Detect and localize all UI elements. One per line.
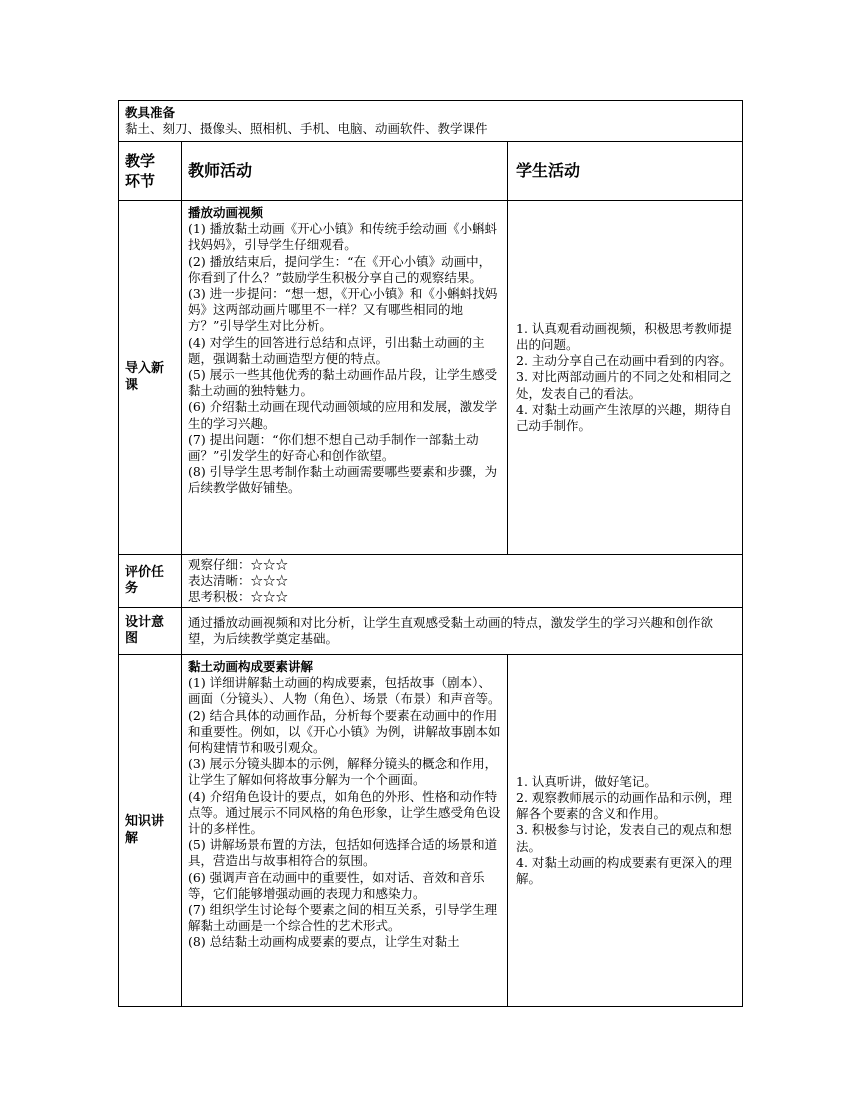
intro-stage-cell [119,201,182,555]
knowledge-stage-cell [119,655,182,1007]
knowledge-teacher-item: (7) 组织学生讨论每个要素之间的相互关系，引导学生理解黏土动画是一个综合性的艺术形式。 [188,902,498,934]
knowledge-teacher-item: (1) 详细讲解黏土动画的构成要素，包括故事（剧本）、画面（分镜头）、人物（角色）、场景（布景）和声音等。 [188,675,501,707]
header-stage-cell [119,142,182,201]
intro-teacher-item: (3) 进一步提问：“想一想，《开心小镇》和《小蝌蚪找妈妈》这两部动画片哪里不一样？又有哪些相同的地方？”引导学生对比分析。 [188,286,498,334]
knowledge-title: 黏土动画构成要素讲解 [188,659,314,674]
evaluation-stage-line1: 评价任 [125,564,165,580]
evaluation-item: 思考积极：☆☆☆ [188,589,289,605]
header-student: 学生活动 [508,142,743,201]
knowledge-student-cell [508,655,743,1007]
evaluation-item: 表达清晰：☆☆☆ [188,572,289,588]
intro-row [119,201,743,555]
intro-student-item: 2. 主动分享自己在动画中看到的内容。 [516,353,732,369]
design-stage-line1: 设计意 [125,614,165,630]
intro-student-item: 3. 对比两部动画片的不同之处和相同之处，发表自己的看法。 [516,369,732,401]
knowledge-student-item: 3. 积极参与讨论，发表自己的观点和想法。 [516,822,732,854]
evaluation-stage-line2: 务 [125,581,139,596]
knowledge-teacher-item: (4) 介绍角色设计的要点，如角色的外形、性格和动作特点等。通过展示不同风格的角色形象，让学生感受角色设计的多样性。 [188,788,501,837]
intro-title: 播放动画视频 [188,205,264,220]
evaluation-cell [182,555,743,608]
intro-teacher-item: (6) 介绍黏土动画在现代动画领域的应用和发展，激发学生的学习兴趣。 [188,399,498,431]
header-teacher: 教师活动 [182,142,508,201]
lesson-plan-table [118,100,743,1007]
knowledge-student-item: 2. 观察教师展示的动画作品和示例，理解各个要素的含义和作用。 [516,789,732,822]
header-row [119,142,743,201]
intro-student-item: 4. 对黏土动画产生浓厚的兴趣，期待自己动手制作。 [516,401,732,433]
equipment-cell [119,101,743,142]
intro-teacher-item: (2) 播放结束后，提问学生：“在《开心小镇》动画中，你看到了什么？”鼓励学生积极分享自己的观察结果。 [188,253,492,285]
evaluation-stage-cell [119,555,182,608]
knowledge-student-item: 1. 认真听讲，做好笔记。 [516,773,657,789]
equipment-row [119,101,743,142]
intro-teacher-item: (4) 对学生的回答进行总结和点评，引出黏土动画的主题，强调黏土动画造型方便的特点。 [188,334,485,366]
knowledge-stage-line1: 知识讲 [125,814,165,830]
intro-teacher-cell [182,201,508,555]
design-stage-line2: 图 [125,631,139,646]
knowledge-teacher-item: (3) 展示分镜头脚本的示例，解释分镜头的概念和作用，让学生了解如何将故事分解为一个个画面。 [188,756,498,788]
equipment-content: 黏土、刻刀、摄像头、照相机、手机、电脑、动画软件、教学课件 [125,121,488,136]
intro-student-cell [508,201,743,555]
equipment-label: 教具准备 [125,104,176,120]
knowledge-teacher-item: (6) 强调声音在动画中的重要性，如对话、音效和音乐等，它们能够增强动画的表现力和感染力。 [188,869,485,901]
intro-stage-line1: 导入新 [125,361,165,377]
design-row [119,608,743,655]
intro-student-item: 1. 认真观看动画视频，积极思考教师提出的问题。 [516,320,732,352]
knowledge-row [119,655,743,1007]
design-stage-cell [119,608,182,655]
header-stage-line1: 教学 [125,152,156,170]
knowledge-teacher-item: (5) 讲解场景布置的方法，包括如何选择合适的场景和道具，营造出与故事相符合的氛围。 [188,837,498,869]
intro-teacher-item: (8) 引导学生思考制作黏土动画需要哪些要素和步骤，为后续教学做好铺垫。 [188,464,498,496]
knowledge-teacher-item: (8) 总结黏土动画构成要素的要点，让学生对黏土 [188,934,460,950]
intro-teacher-item: (1) 播放黏土动画《开心小镇》和传统手绘动画《小蝌蚪找妈妈》，引导学生仔细观看。 [188,221,498,253]
header-stage-line2: 环节 [125,172,156,190]
knowledge-teacher-cell [182,655,508,1007]
intro-teacher-item: (5) 展示一些其他优秀的黏土动画作品片段，让学生感受黏土动画的独特魅力。 [188,367,498,399]
evaluation-row [119,555,743,608]
intro-teacher-item: (7) 提出问题：“你们想不想自己动手制作一部黏土动画？”引发学生的好奇心和创作欲望。 [188,431,479,464]
knowledge-stage-line2: 解 [125,830,139,846]
knowledge-student-item: 4. 对黏土动画的构成要素有更深入的理解。 [516,854,732,886]
intro-stage-line2: 课 [125,377,139,393]
design-content: 通过播放动画视频和对比分析，让学生直观感受黏土动画的特点，激发学生的学习兴趣和创作欲望，为后续教学奠定基础。 [182,608,743,655]
evaluation-item: 观察仔细：☆☆☆ [188,556,289,572]
knowledge-teacher-item: (2) 结合具体的动画作品，分析每个要素在动画中的作用和重要性。例如，以《开心小镇》为例，讲解故事剧本如何构建情节和吸引观众。 [188,707,501,756]
